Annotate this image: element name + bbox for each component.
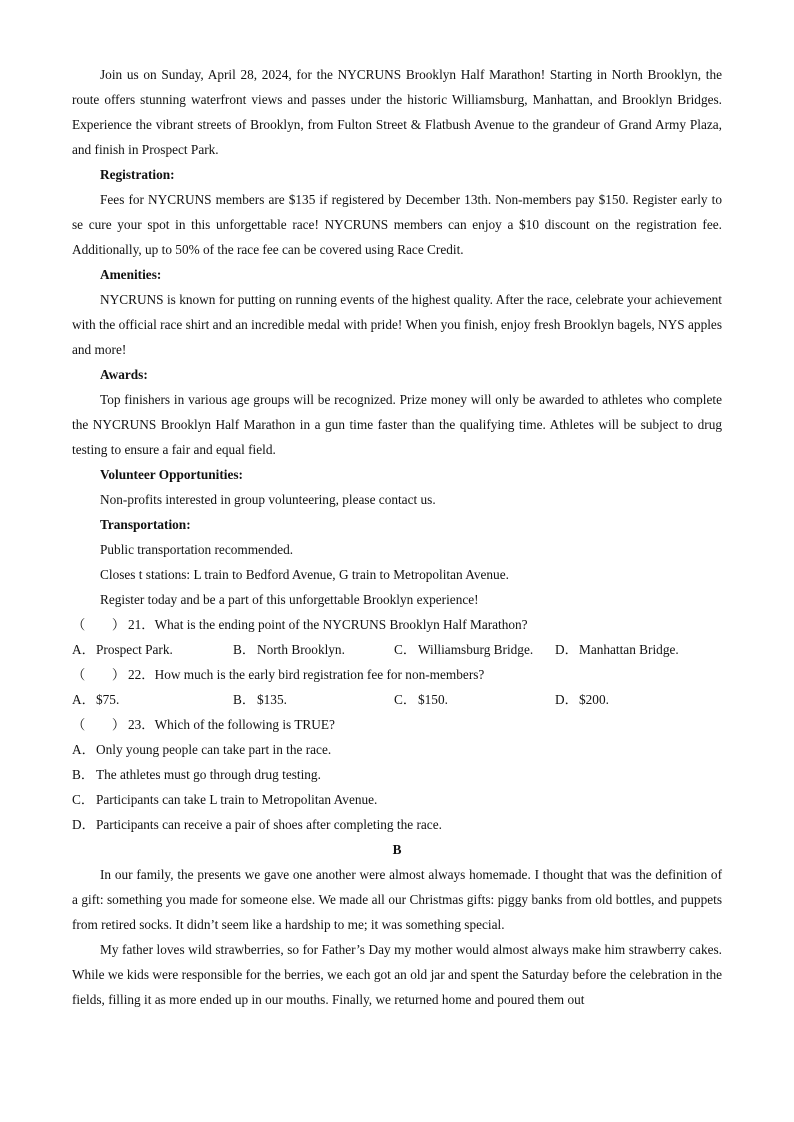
option-text: $150. [418,692,448,707]
option-text: $200. [579,692,609,707]
volunteer-heading: Volunteer Opportunities: [100,467,243,482]
option-b [72,762,722,787]
registration-text: Fees for NYCRUNS members are $135 if registered by December 13th. Non-members pay $150. Register early to se cure your spot in this unforgettable race! NYCRUNS members can enjoy a $10 discount on the registration fee. Additionally, up to 50% of the race fee can be covered using Race Credit. [72,192,722,257]
option-letter: B． [233,642,256,657]
option-letter: B． [233,692,256,707]
registration-heading: Registration: [100,167,175,182]
question-text: 22．How much is the early bird registration fee for non-members? [128,667,485,682]
option-text: $135. [257,692,287,707]
document-page [72,62,722,1012]
option-c [394,637,555,662]
option-letter: D． [555,642,578,657]
option-text: Manhattan Bridge. [579,642,679,657]
transportation-heading: Transportation: [100,517,191,532]
question-text: 21．What is the ending point of the NYCRUNS Brooklyn Half Marathon? [128,617,528,632]
option-text: Williamsburg Bridge. [418,642,534,657]
question-text: 23．Which of the following is TRUE? [128,717,335,732]
option-d [72,812,722,837]
amenities-heading: Amenities: [100,267,162,282]
option-text: Prospect Park. [96,642,173,657]
option-text: Participants can receive a pair of shoes after completing the race. [96,817,442,832]
option-letter: A． [72,692,95,707]
option-c [72,787,722,812]
passage-b-paragraph-1: In our family, the presents we gave one another were almost always homemade. I thought that was the definition of a gift: something you made for someone else. We made all our Christmas gifts: piggy banks from old bottles, and puppets from retired socks. It didn’t seem like a hardship to me; it was something special. [72,867,722,932]
question-22 [72,662,722,712]
option-b [233,687,394,712]
option-letter: A． [72,742,95,757]
question-stem [72,662,722,687]
option-text: Participants can take L train to Metropolitan Avenue. [96,792,378,807]
question-23 [72,712,722,837]
transportation-line-1: Public transportation recommended. [100,542,294,557]
option-d [555,637,716,662]
options-row [72,637,722,662]
option-c [394,687,555,712]
option-a [72,637,233,662]
option-text: $75. [96,692,120,707]
question-stem [72,612,722,637]
section-b-title: B [392,842,402,857]
closing-line: Register today and be a part of this unforgettable Brooklyn experience! [100,592,479,607]
answer-blank[interactable]: （ ） [72,617,126,632]
amenities-text: NYCRUNS is known for putting on running events of the highest quality. After the race, celebrate your achievement with the official race shirt and an incredible medal with pride! When you finish, enjoy fresh Brooklyn bagels, NYS apples and more! [72,292,722,357]
option-letter: C． [394,692,417,707]
awards-heading: Awards: [100,367,148,382]
passage-b-paragraph-2: My father loves wild strawberries, so for Father’s Day my mother would almost always make him strawberry cakes. While we kids were responsible for the berries, we each got an old jar and spent the Saturday before the celebration in the fields, filling it as more ended up in our mouths. Finally, we returned home and poured them out [72,942,722,1007]
option-b [233,637,394,662]
option-letter: D． [72,817,95,832]
option-text: Only young people can take part in the race. [96,742,332,757]
question-stem [72,712,722,737]
volunteer-text: Non-profits interested in group volunteering, please contact us. [100,492,436,507]
awards-text: Top finishers in various age groups will be recognized. Prize money will only be awarded to athletes who complete the NYCRUNS Brooklyn Half Marathon in a gun time faster than the qualifying time. Athletes will be subject to drug testing to ensure a fair and equal field. [72,392,722,457]
option-d [555,687,716,712]
passage-a-intro: Join us on Sunday, April 28, 2024, for the NYCRUNS Brooklyn Half Marathon! Starting in North Brooklyn, the route offers stunning waterfront views and passes under the historic Williamsburg, Manhattan, and Brooklyn Bridges. Experience the vibrant streets of Brooklyn, from Fulton Street & Flatbush Avenue to the grandeur of Grand Army Plaza, and finish in Prospect Park. [72,67,722,157]
option-letter: C． [394,642,417,657]
option-letter: C． [72,792,95,807]
option-text: The athletes must go through drug testing. [96,767,321,782]
option-text: North Brooklyn. [257,642,345,657]
option-a [72,687,233,712]
question-21 [72,612,722,662]
option-letter: B． [72,767,95,782]
option-letter: A． [72,642,95,657]
options-row [72,687,722,712]
transportation-line-2: Closes t stations: L train to Bedford Avenue, G train to Metropolitan Avenue. [100,567,509,582]
answer-blank[interactable]: （ ） [72,667,126,682]
option-a [72,737,722,762]
option-letter: D． [555,692,578,707]
answer-blank[interactable]: （ ） [72,717,126,732]
